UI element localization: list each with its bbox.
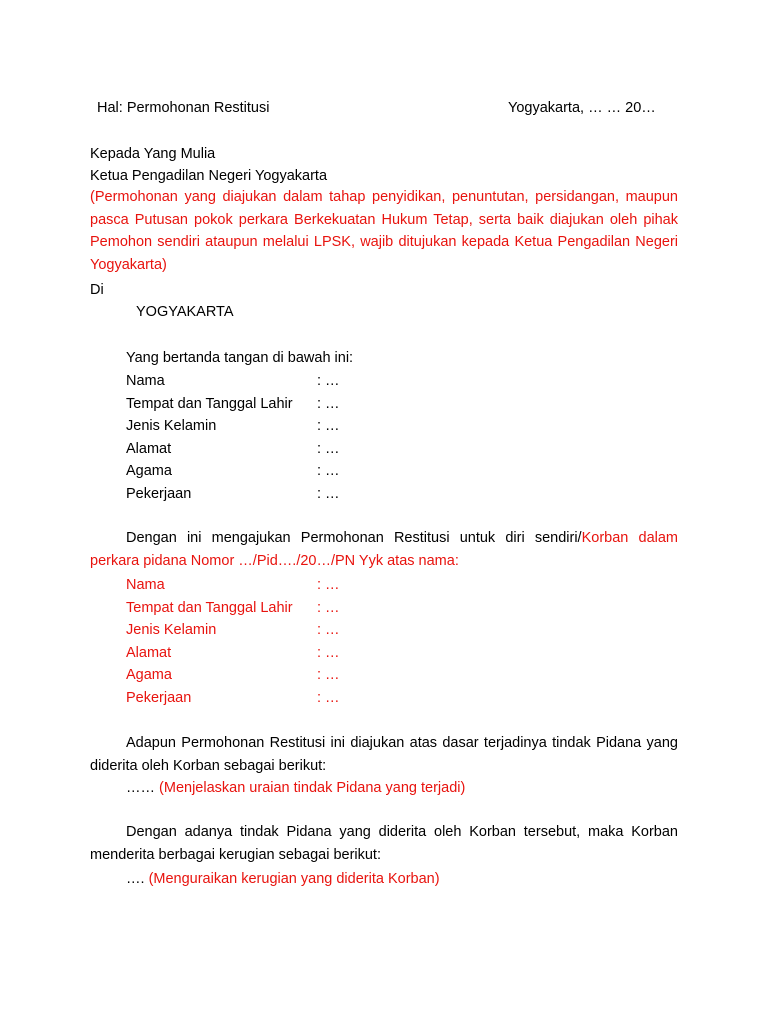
field-label: Alamat	[126, 441, 172, 457]
field-label: Agama	[126, 667, 172, 683]
field-label: Nama	[126, 373, 165, 389]
salutation: Kepada Yang Mulia	[90, 146, 216, 162]
basis-instruction: (Menjelaskan uraian tindak Pidana yang terjadi)	[159, 780, 466, 796]
recipient-note: (Permohonan yang diajukan dalam tahap penyidikan, penuntutan, persidangan, maupun pasca Putusan pokok perkara Berkekuatan Hukum Tetap, serta baik diajukan oleh pihak Pemohon sendiri ataupun melalui LPSK, wajib ditujukan kepada Ketua Pengadilan Negeri Yogyakarta)	[90, 189, 678, 273]
field-value: : …	[317, 600, 340, 616]
field-label: Nama	[126, 577, 165, 593]
field-value: : …	[317, 418, 340, 434]
losses-instruction: (Menguraikan kerugian yang diderita Korban)	[148, 871, 440, 887]
field-value: : …	[317, 645, 340, 661]
field-value: : …	[317, 577, 340, 593]
recipient: Ketua Pengadilan Negeri Yogyakarta	[90, 168, 328, 184]
applicant-intro: Yang bertanda tangan di bawah ini:	[126, 350, 354, 366]
field-label: Jenis Kelamin	[126, 418, 217, 434]
field-value: : …	[317, 373, 340, 389]
city: YOGYAKARTA	[136, 304, 234, 320]
losses-paragraph: Dengan adanya tindak Pidana yang diderita oleh Korban tersebut, maka Korban menderita berbagai kerugian sebagai berikut:	[90, 824, 678, 863]
basis-detail	[126, 779, 465, 797]
di-line: Di	[90, 282, 104, 298]
field-label: Tempat dan Tanggal Lahir	[126, 396, 293, 412]
field-value: : …	[317, 396, 340, 412]
place-date: Yogyakarta, … … 20…	[508, 100, 656, 116]
victim-intro	[90, 527, 678, 572]
field-value: : …	[317, 622, 340, 638]
basis-dots: ……	[126, 780, 155, 796]
field-label: Agama	[126, 463, 172, 479]
field-value: : …	[317, 463, 340, 479]
victim-intro-text: Dengan ini mengajukan Permohonan Restitusi untuk diri sendiri/	[126, 530, 582, 546]
field-label: Pekerjaan	[126, 486, 192, 502]
subject-line: Hal: Permohonan Restitusi	[97, 100, 270, 116]
basis-paragraph: Adapun Permohonan Restitusi ini diajukan atas dasar terjadinya tindak Pidana yang diderita oleh Korban sebagai berikut:	[90, 735, 678, 774]
field-value: : …	[317, 667, 340, 683]
field-value: : …	[317, 690, 340, 706]
field-label: Pekerjaan	[126, 690, 192, 706]
victim-intro-case: Korban dalam perkara pidana Nomor …/Pid…./20…/PN Yyk atas nama:	[90, 530, 679, 569]
field-label: Alamat	[126, 645, 172, 661]
losses-detail	[126, 870, 440, 888]
losses-dots: ….	[126, 871, 145, 887]
field-label: Tempat dan Tanggal Lahir	[126, 600, 293, 616]
field-label: Jenis Kelamin	[126, 622, 217, 638]
field-value: : …	[317, 486, 340, 502]
field-value: : …	[317, 441, 340, 457]
